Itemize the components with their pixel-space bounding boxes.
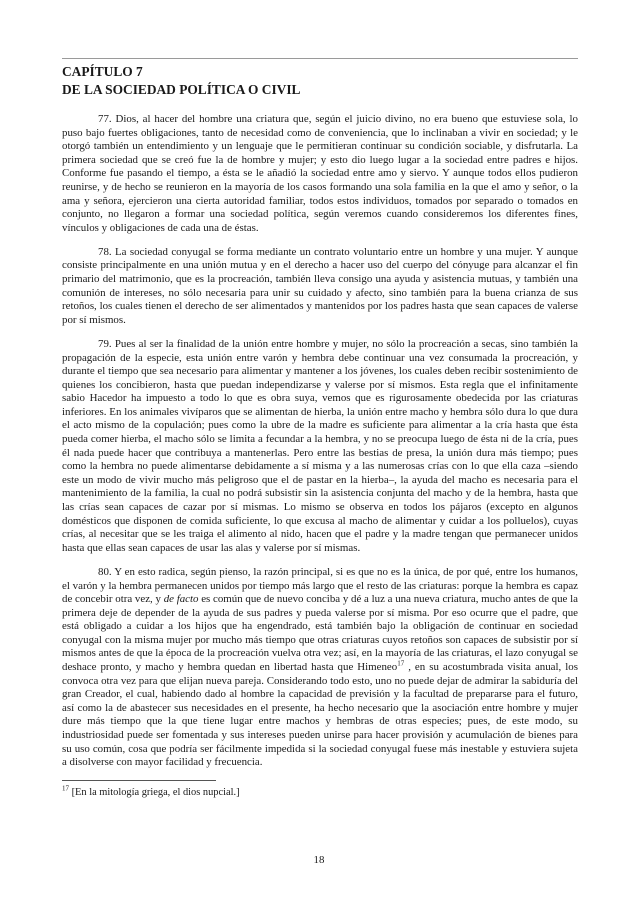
header-rule — [62, 58, 578, 59]
paragraph-80-italic: de facto — [163, 593, 199, 606]
paragraph-79: 79. Pues al ser la finalidad de la unión entre hombre y mujer, no sólo la procreación a secas, sino también la propagación de la especie, esta unión entre varón y hembra debe continuar una vez consumada la procreación, y durante el tiempo que sea necesario para alimentar y mantener a los jóvenes, los cuales deben recibir sostenimiento de quienes los concibieron, hasta que puedan independizarse y valerse por sí mismos. Esta regla que el infinitamente sabio Hacedor ha impuesto a todo lo que es obra suya, vemos que es rigurosamente obedecida por las criaturas inferiores. En los animales vivíparos que se alimentan de hierba, la unión entre macho y hembra sólo dura lo que dura el acto mismo de la copulación; pues como la ubre de la madre es suficiente para alimentar a la cría hasta que ésta pueda comer hierba, el macho sólo se limita a fecundar a la hembra, y no se preocupa luego de ésta ni de la cría, pues él nada puede hacer que contribuya a mantenerlas. Pero entre las bestias de presa, la unión dura más tiempo; pues como la hembra no puede alimentarse debidamente a sí misma y a las numerosas crías con lo que ella caza –siendo este un modo de vivir mucho más peligroso que el de pastar en la hierba–, la ayuda del macho es necesaria para el mantenimiento de la familia, la cual no podrá subsistir sin la asistencia conjunta del macho y de la hembra, hasta que las crías sean capaces de cazar por sí mismas. Lo mismo se observa en todos los pájaros (excepto en algunos domésticos que disponen de comida suficiente, lo que excusa al macho de alimentar y cuidar a los polluelos), cuyas crías, al necesitar que se les traiga el alimento al nido, hacen que el padre y la madre tengan que permanecer unidos hasta que ellas sean capaces de usar las alas y valerse por sí mismas. — [62, 337, 578, 554]
paragraph-80-part-b: es común que de nuevo conciba y dé a luz a una nueva criatura, mucho antes de que la primera deje de depender de la ayuda de sus padres y pueda valerse por sí misma. Por eso ocurre que el padre, que está obligado a cuidar a los hijos que ha engendrado, está también bajo la obligación de continuar en sociedad conyugal con la misma mujer por mucho más tiempo que otras criaturas cuyos retoños son capaces de subsistir por sí mismos antes de que la época de la procreación vuelva otra vez; así, en la mayoría de las criaturas, el lazo conyugal se deshace pronto, y macho y hembra quedan en libertad hasta que Himeneo — [62, 593, 578, 674]
chapter-number: CAPÍTULO 7 — [62, 64, 143, 79]
footnote-rule — [62, 780, 216, 781]
page-number: 18 — [313, 854, 325, 866]
footnote-reference[interactable]: 17 — [397, 659, 405, 668]
document-page — [62, 58, 578, 799]
paragraph-80 — [62, 566, 578, 770]
footnote-text: [En la mitología griega, el dios nupcial.] — [69, 787, 240, 799]
chapter-heading — [62, 63, 578, 99]
chapter-title: DE LA SOCIEDAD POLÍTICA O CIVIL — [62, 82, 301, 97]
paragraph-77: 77. Dios, al hacer del hombre una criatura que, según el juicio divino, no era bueno que estuviese sola, lo puso bajo fuertes obligaciones, tanto de necesidad como de conveniencia, que lo inclinaban a vivir en sociedad; y le otorgó también un entendimiento y un lenguaje que le permitieran continuar su condición sociable, y disfrutarla. La primera sociedad que se creó fue la de hombre y mujer; y esto dio luego lugar a la sociedad entre padres e hijos. Conforme fue pasando el tiempo, a ésta se le añadió la sociedad entre amo y siervo. Y aunque todos ellos pudieron reunirse, y de hecho se reunieron en la mayoría de los casos formando una sola familia en la que el amo y señor, o la ama y señora, ejercieron una cierta autoridad familiar, todos estos individuos, tomados por separado o tomados en conjunto, no llegaron a formar una sociedad política, según veremos cuando consideremos los diferentes fines, vínculos y obligaciones de cada una de éstas. — [62, 113, 578, 234]
paragraph-80-part-c: , en su acostumbrada visita anual, los convoca otra vez para que elijan nueva pareja. Considerando todo esto, uno no puede dejar de admirar la sabiduría del gran Creador, el cual, habiendo dado al hombre la capacidad de previsión y la facultad de prepararse para el futuro, así como la de abastecer sus necesidades en el presente, ha hecho necesario que la asociación entre hombre y mujer dure más tiempo que la que tiene lugar entre machos y hembras de otras especies; pues, de este modo, su industriosidad puede ser fomentada y sus intereses pueden unirse para hacer provisión y acumulación de bienes para su uso común, cosa que podría ser fácilmente impedida si la sociedad conyugal fuese más inestable y estuviera sujeta a disolverse con mayor facilidad y frecuencia. — [62, 661, 578, 769]
footnote — [62, 786, 578, 799]
paragraph-78: 78. La sociedad conyugal se forma mediante un contrato voluntario entre un hombre y una mujer. Y aunque consiste principalmente en una unión mutua y en el derecho a hacer uso del cuerpo del cónyuge para alcanzar el fin primario del matrimonio, que es la procreación, también lleva consigo una ayuda y asistencia mutuas, y también una comunión de intereses, no sólo necesaria para unir su cuidado y afecto, sino también para la buena crianza de sus retoños, los cuales tienen el derecho de ser alimentados y mantenidos por los padres hasta que sean capaces de valerse por sí mismos. — [62, 245, 578, 326]
paragraph-80-part-a: 80. Y en esto radica, según pienso, la razón principal, si es que no es la única, de por qué, entre los humanos, el varón y la hembra permanecen unidos por tiempo más largo que el resto de las criaturas: porque la hembra es capaz de concebir otra vez, y — [62, 565, 578, 606]
footnote-number: 17 — [62, 784, 69, 793]
